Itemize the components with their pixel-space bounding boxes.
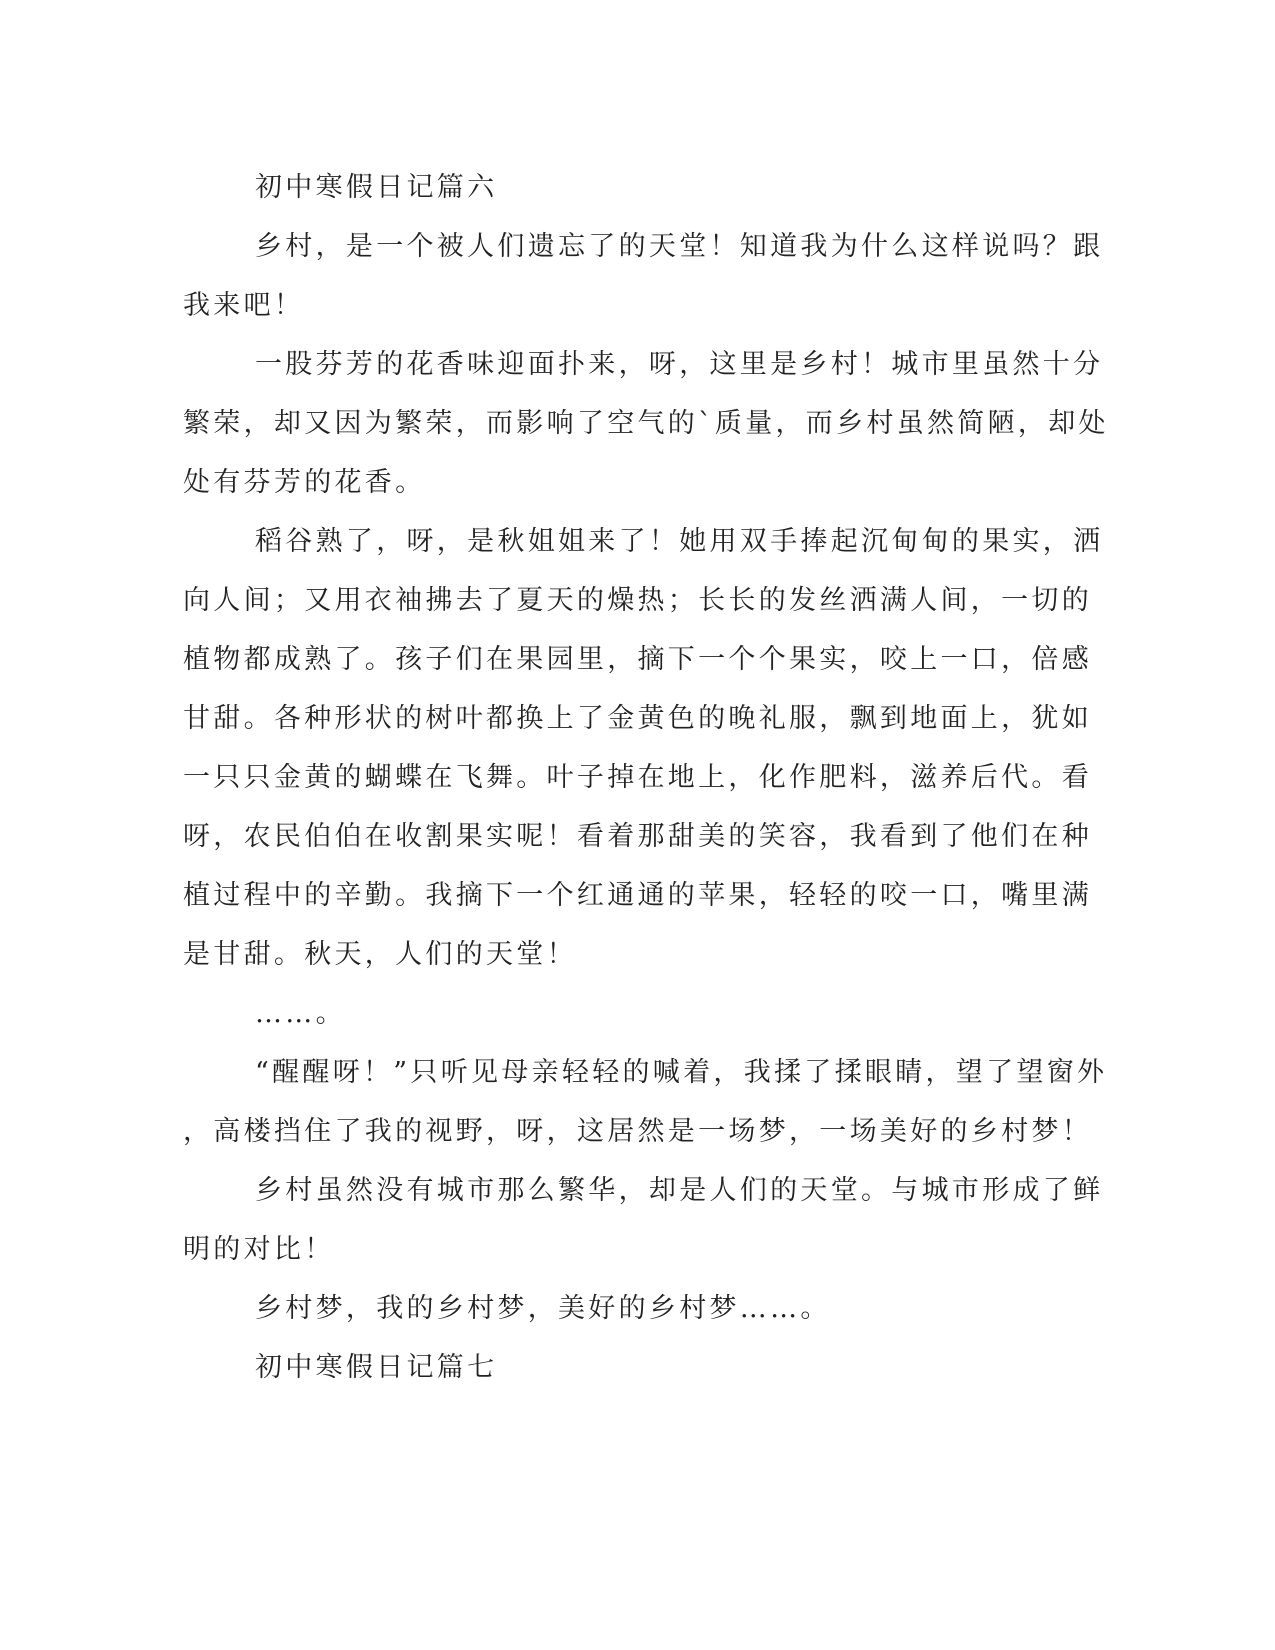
document-body (183, 158, 1109, 1397)
text-line: 植过程中的辛勤。我摘下一个红通通的苹果，轻轻的咬一口，嘴里满 (183, 880, 1092, 911)
text-line: 乡村，是一个被人们遗忘了的天堂！知道我为什么这样说吗？跟 (255, 231, 1104, 262)
text-line: 呀，农民伯伯在收割果实呢！看着那甜美的笑容，我看到了他们在种 (183, 821, 1092, 852)
text-line: 一股芬芳的花香味迎面扑来，呀，这里是乡村！城市里虽然十分 (255, 349, 1104, 380)
text-line: 乡村梦，我的乡村梦，美好的乡村梦……。 (255, 1293, 831, 1324)
text-line: 乡村虽然没有城市那么繁华，却是人们的天堂。与城市形成了鲜 (255, 1175, 1104, 1206)
section-heading-6: 初中寒假日记篇六 (255, 172, 498, 203)
text-line: “醒醒呀！”只听见母亲轻轻的喊着，我揉了揉眼睛，望了望窗外 (255, 1057, 1108, 1088)
text-line: 我来吧！ (183, 290, 305, 321)
text-line: 明的对比！ (183, 1234, 335, 1265)
text-line: 稻谷熟了，呀，是秋姐姐来了！她用双手捧起沉甸甸的果实，洒 (255, 526, 1104, 557)
text-line: 植物都成熟了。孩子们在果园里，摘下一个个果实，咬上一口，倍感 (183, 644, 1092, 675)
ellipsis-line: ……。 (255, 998, 346, 1029)
text-line: 甘甜。各种形状的树叶都换上了金黄色的晚礼服，飘到地面上，犹如 (183, 703, 1092, 734)
text-line: ，高楼挡住了我的视野，呀，这居然是一场梦，一场美好的乡村梦！ (183, 1116, 1092, 1147)
text-line: 是甘甜。秋天，人们的天堂！ (183, 939, 577, 970)
text-line: 一只只金黄的蝴蝶在飞舞。叶子掉在地上，化作肥料，滋养后代。看 (183, 762, 1092, 793)
text-line: 向人间；又用衣袖拂去了夏天的燥热；长长的发丝洒满人间，一切的 (183, 585, 1092, 616)
section-heading-7: 初中寒假日记篇七 (255, 1352, 498, 1383)
text-line: 繁荣，却又因为繁荣，而影响了空气的`质量，而乡村虽然简陋，却处 (183, 408, 1109, 439)
text-line: 处有芬芳的花香。 (183, 467, 426, 498)
